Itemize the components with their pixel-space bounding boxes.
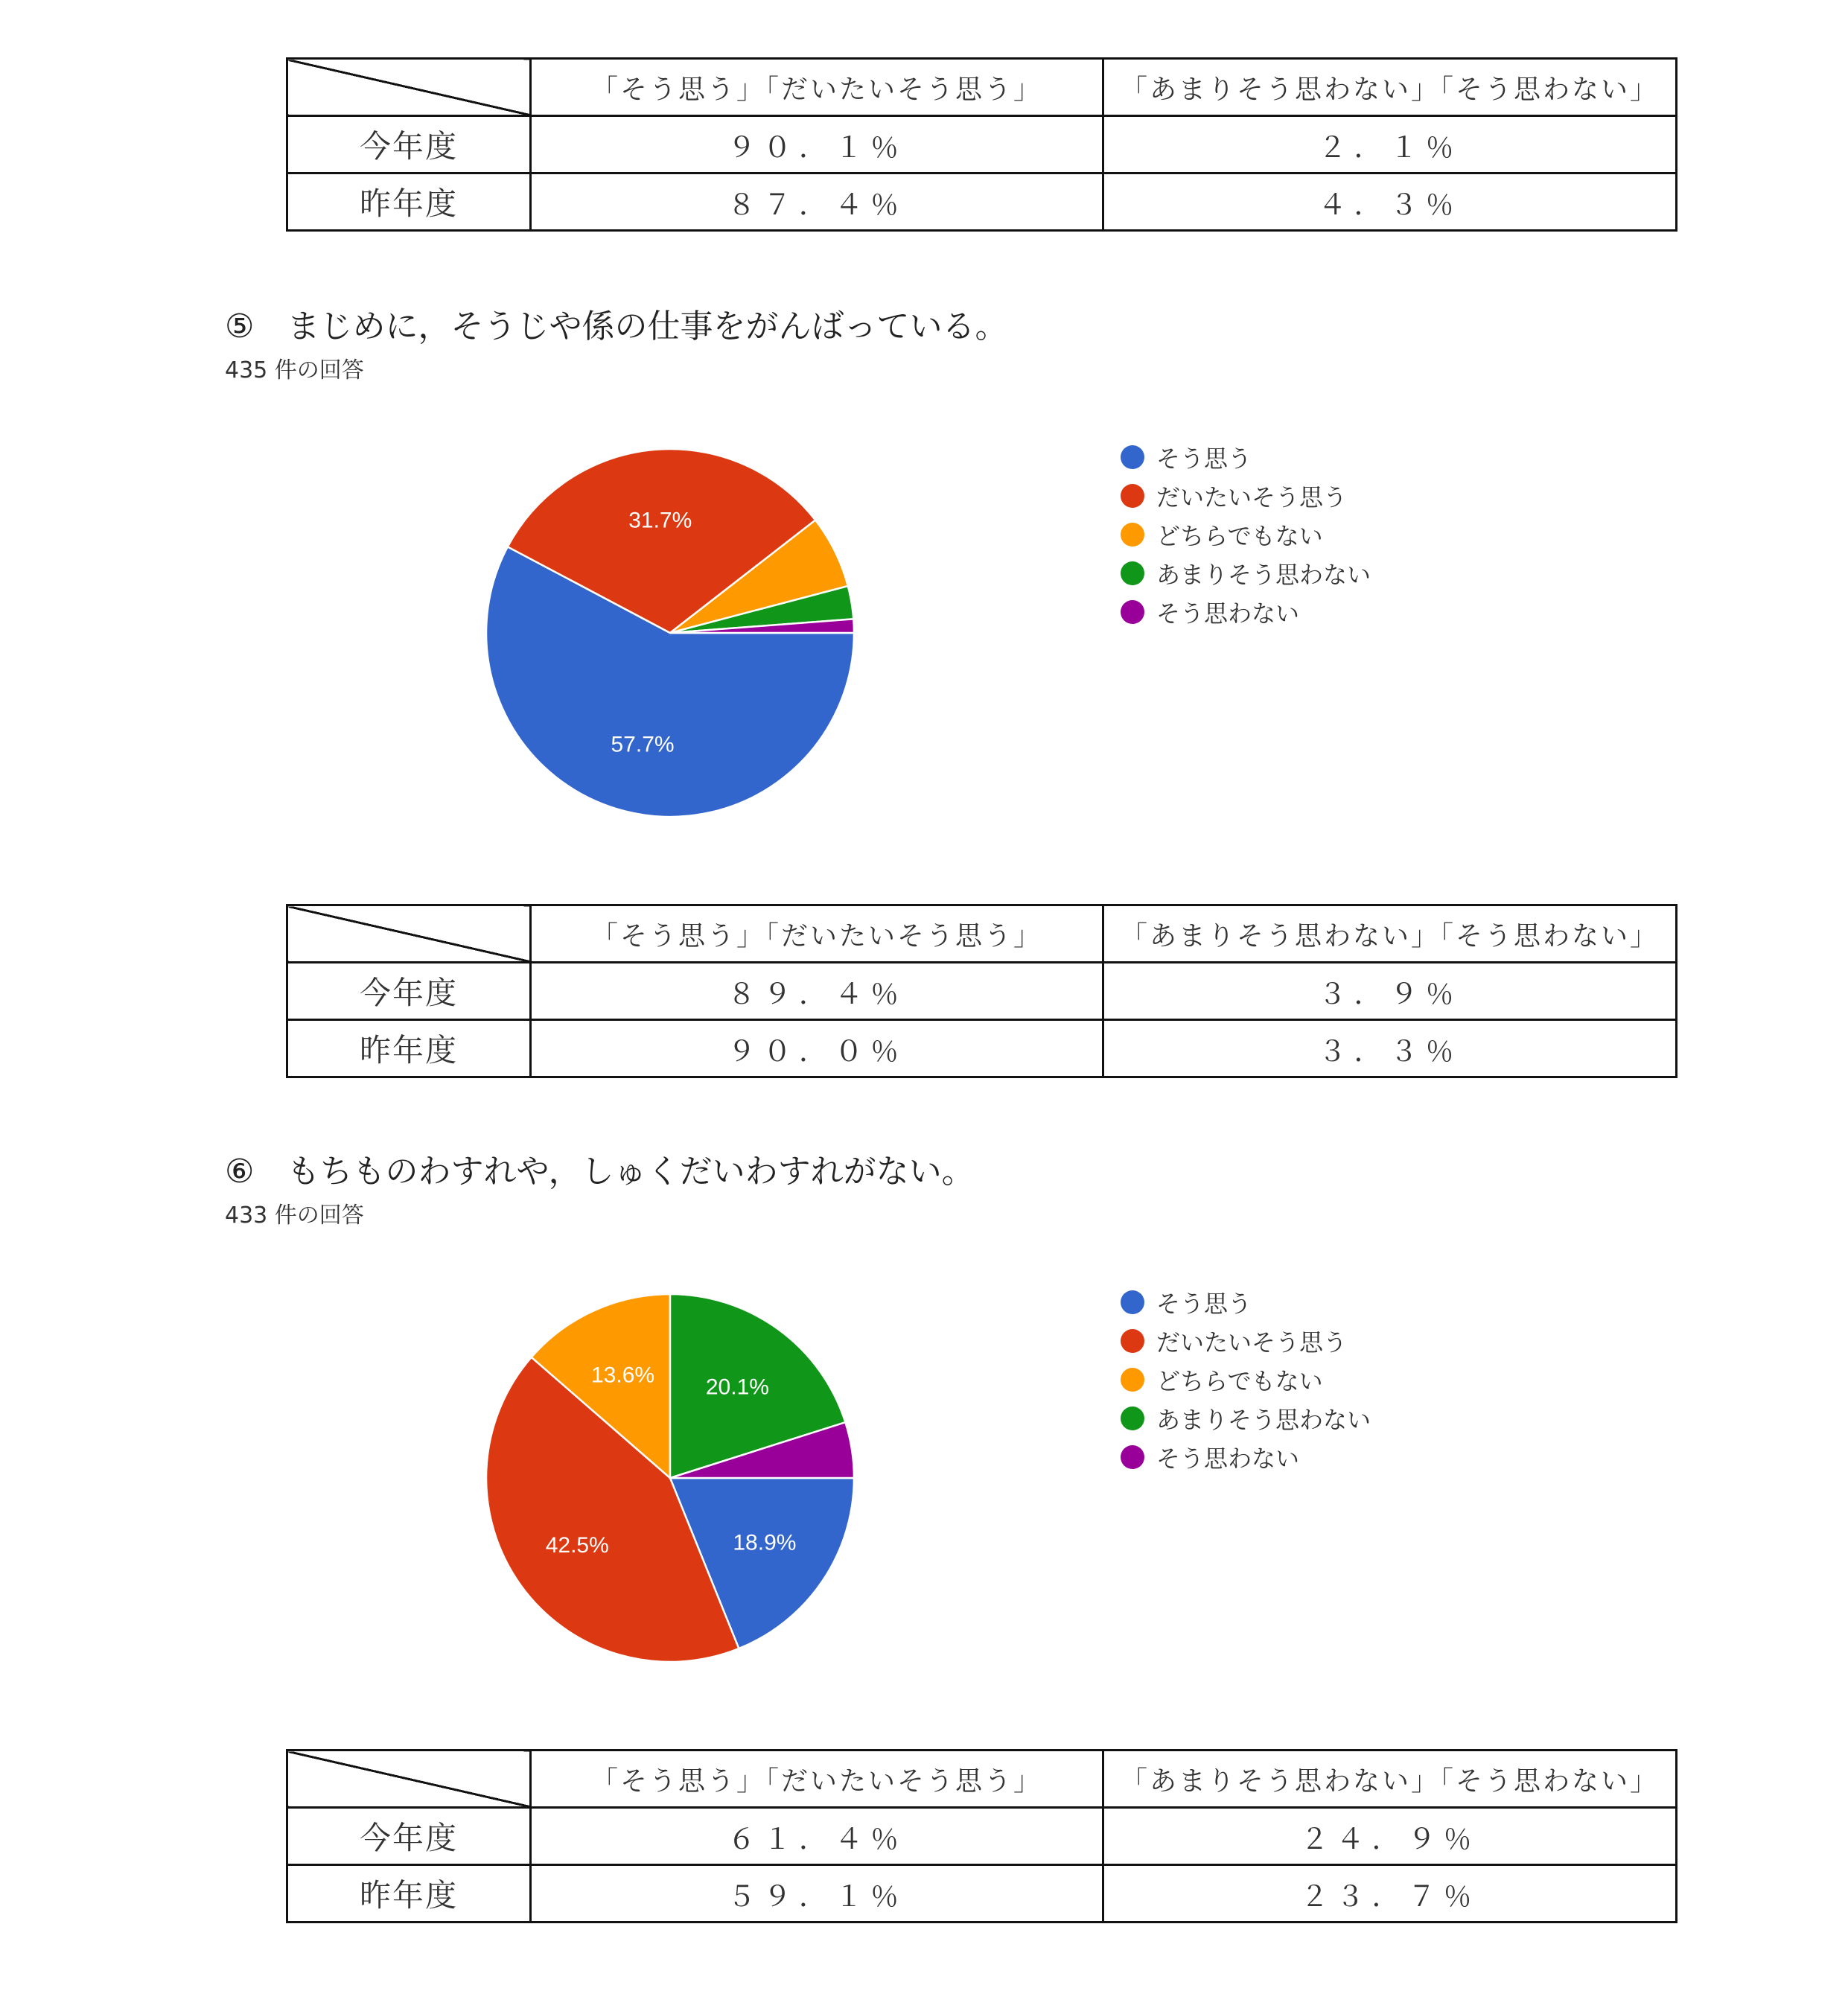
legend-item <box>1121 1399 1371 1438</box>
table-corner-cell <box>287 1751 531 1808</box>
legend-dot-icon <box>1121 600 1144 624</box>
legend-item <box>1121 1322 1371 1360</box>
legend-label: あまりそう思わない <box>1156 1406 1371 1434</box>
legend-dot-icon <box>1121 1445 1144 1469</box>
legend-label: そう思う <box>1156 1290 1252 1318</box>
row-label-this-year: 今年度 <box>287 1808 531 1865</box>
legend-item <box>1121 593 1371 631</box>
header-agree: 「そう思う」「だいたいそう思う」 <box>531 59 1103 116</box>
cell-last-year-agree: ９０．０％ <box>531 1020 1103 1077</box>
row-label-this-year: 今年度 <box>287 116 531 173</box>
pie-data-label: 57.7% <box>611 732 675 757</box>
cell-last-year-disagree: ３．３％ <box>1103 1020 1677 1077</box>
question-6-title: ⑥ もちものわすれや，しゅくだいわすれがない。 <box>225 1153 975 1191</box>
pie-chart-question-5 <box>477 439 864 826</box>
table-corner-cell <box>287 59 531 116</box>
legend-dot-icon <box>1121 1407 1144 1430</box>
legend-label: どちらでもない <box>1156 1367 1323 1395</box>
question-5-title: ⑤ まじめに，そうじや係の仕事をがんばっている。 <box>225 308 1008 345</box>
legend-dot-icon <box>1121 445 1144 469</box>
legend-item <box>1121 554 1371 593</box>
cell-last-year-disagree: ２３．７％ <box>1103 1865 1677 1922</box>
cell-this-year-agree: ６１．４％ <box>531 1808 1103 1865</box>
cell-this-year-disagree: ３．９％ <box>1103 963 1677 1020</box>
legend-label: そう思わない <box>1156 1444 1300 1473</box>
table-corner-cell <box>287 905 531 963</box>
comparison-table-2 <box>286 904 1677 1078</box>
legend-item <box>1121 515 1371 554</box>
legend-dot-icon <box>1121 561 1144 585</box>
legend-label: だいたいそう思う <box>1156 1328 1348 1357</box>
row-label-last-year: 昨年度 <box>287 173 531 231</box>
cell-this-year-disagree: ２４．９％ <box>1103 1808 1677 1865</box>
pie-chart-question-6 <box>477 1284 864 1672</box>
legend-item <box>1121 477 1371 515</box>
legend-label: どちらでもない <box>1156 522 1323 550</box>
header-disagree: 「あまりそう思わない」「そう思わない」 <box>1103 1751 1677 1808</box>
row-label-this-year: 今年度 <box>287 963 531 1020</box>
legend-item <box>1121 438 1371 477</box>
legend-label: そう思わない <box>1156 599 1300 628</box>
row-label-last-year: 昨年度 <box>287 1865 531 1922</box>
pie-data-label: 31.7% <box>628 508 692 533</box>
legend-dot-icon <box>1121 1290 1144 1314</box>
pie-data-label: 13.6% <box>591 1363 655 1388</box>
comparison-table-3 <box>286 1749 1677 1923</box>
legend-dot-icon <box>1121 484 1144 508</box>
pie-data-label: 18.9% <box>733 1530 797 1555</box>
header-agree: 「そう思う」「だいたいそう思う」 <box>531 1751 1103 1808</box>
cell-this-year-agree: ９０．１％ <box>531 116 1103 173</box>
cell-last-year-agree: ５９．１％ <box>531 1865 1103 1922</box>
legend-label: そう思う <box>1156 445 1252 473</box>
legend-label: あまりそう思わない <box>1156 561 1371 589</box>
question-5-response-count: 435 件の回答 <box>225 357 364 383</box>
cell-this-year-agree: ８９．４％ <box>531 963 1103 1020</box>
header-disagree: 「あまりそう思わない」「そう思わない」 <box>1103 59 1677 116</box>
header-disagree: 「あまりそう思わない」「そう思わない」 <box>1103 905 1677 963</box>
legend-question-6 <box>1121 1283 1371 1476</box>
cell-last-year-disagree: ４．３％ <box>1103 173 1677 231</box>
legend-dot-icon <box>1121 523 1144 547</box>
legend-item <box>1121 1360 1371 1399</box>
cell-this-year-disagree: ２．１％ <box>1103 116 1677 173</box>
pie-data-label: 42.5% <box>545 1532 609 1558</box>
legend-dot-icon <box>1121 1329 1144 1353</box>
row-label-last-year: 昨年度 <box>287 1020 531 1077</box>
legend-dot-icon <box>1121 1368 1144 1392</box>
pie-data-label: 20.1% <box>705 1374 769 1400</box>
legend-question-5 <box>1121 438 1371 631</box>
comparison-table-1 <box>286 57 1677 232</box>
question-6-response-count: 433 件の回答 <box>225 1202 364 1229</box>
cell-last-year-agree: ８７．４％ <box>531 173 1103 231</box>
legend-item <box>1121 1438 1371 1476</box>
legend-label: だいたいそう思う <box>1156 483 1348 512</box>
header-agree: 「そう思う」「だいたいそう思う」 <box>531 905 1103 963</box>
legend-item <box>1121 1283 1371 1322</box>
